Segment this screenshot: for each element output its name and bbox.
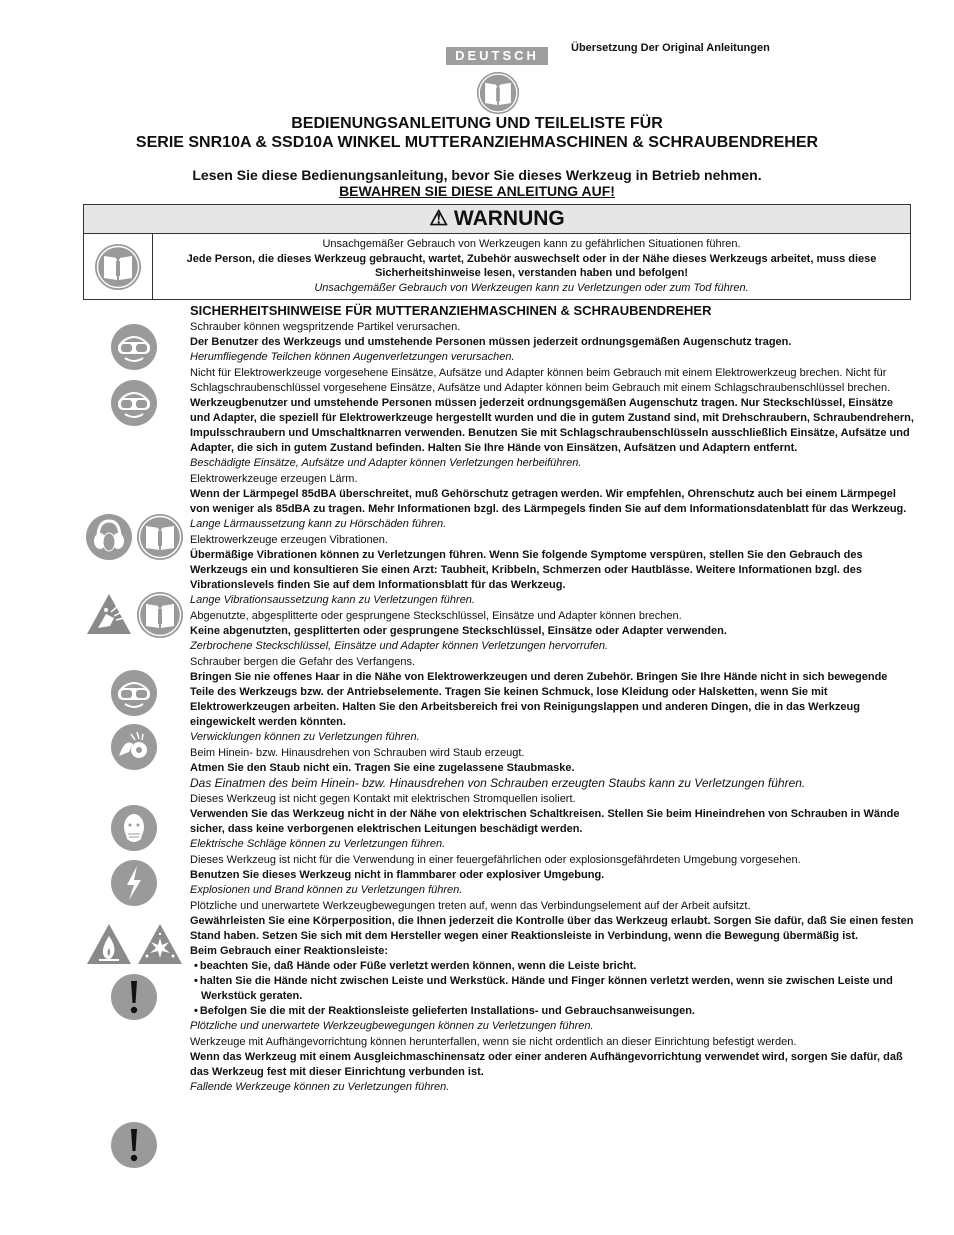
- entry-sub-heading: Beim Gebrauch einer Reaktionsleiste:: [190, 945, 389, 957]
- translation-note: Übersetzung Der Original Anleitungen: [571, 42, 770, 54]
- warning-line-2: Jede Person, die dieses Werkzeug gebraucht, wartet, Zubehör auswechselt oder in der Nähe dieses Werkzeugs arbeitet, muss diese Sicherheitshinweise lesen, verstanden haben und befolgen!: [186, 252, 877, 280]
- entry-hazard: Schrauber bergen die Gefahr des Verfangens.: [190, 656, 416, 668]
- entry-consequence: Das Einatmen des beim Hinein- bzw. Hinausdrehen von Schrauben erzeugten Staubs kann zu Verletzungen führen.: [190, 776, 806, 790]
- entry-instruction: Gewährleisten Sie eine Körperposition, die Ihnen jederzeit die Kontrolle über das Werkzeug erlaubt. Sorgen Sie dafür, daß Sie einen festen Stand haben. Setzen Sie sich mit dem Hersteller wegen einer Reaktionsleiste in Verbindung, wenn die Bewegung übermäßig ist.: [190, 915, 914, 942]
- safety-entry-noise: [190, 472, 914, 532]
- entry-consequence: Verwicklungen können zu Verletzungen führen.: [190, 731, 420, 743]
- read-manual-icon: [135, 512, 185, 562]
- entry-consequence: Zerbrochene Steckschlüssel, Einsätze und Adapter können Verletzungen hervorrufen.: [190, 640, 609, 652]
- safety-entry-flying-particles: [190, 320, 914, 365]
- eye-protection-icon: [109, 378, 159, 428]
- vibration-hazard-icon: [84, 590, 134, 640]
- entry-consequence: Elektrische Schläge können zu Verletzungen führen.: [190, 838, 446, 850]
- ear-protection-icon: [84, 512, 134, 562]
- entry-hazard: Elektrowerkzeuge erzeugen Lärm.: [190, 473, 358, 485]
- dust-mask-icon: [109, 803, 159, 853]
- read-manual-icon: [475, 70, 521, 116]
- entanglement-hazard-icon: [109, 722, 159, 772]
- safety-entry-dust: [190, 746, 914, 791]
- entry-instruction: Bringen Sie nie offenes Haar in die Nähe von Elektrowerkzeugen und deren Zubehör. Bringen Sie Ihre Hände nicht in sich bewegende Teile des Werkzeugs bzw. der Antriebselemente. Tragen Sie keinen Schmuck, lose Kleidung oder Halsketten, wenn Sie mit Elektrowerkzeugen arbeiten. Halten Sie den Arbeitsbereich frei von Reinigungslappen und anderen Dingen, die in das Werkzeug eingewickelt werden könnten.: [190, 671, 888, 728]
- entry-consequence: Plötzliche und unerwartete Werkzeugbewegungen können zu Verletzungen führen.: [190, 1020, 594, 1032]
- safety-entries: [190, 320, 914, 1096]
- keep-manual-note: BEWAHREN SIE DIESE ANLEITUNG AUF!: [339, 183, 615, 199]
- warning-box: [83, 204, 911, 300]
- section-title: SICHERHEITSHINWEISE FÜR MUTTERANZIEHMASCHINEN & SCHRAUBENDREHER: [190, 303, 712, 318]
- eye-protection-icon: [109, 668, 159, 718]
- warning-line-3: Unsachgemäßer Gebrauch von Werkzeugen kann zu Verletzungen oder zum Tod führen.: [314, 281, 749, 294]
- safety-entry-explosive: [190, 853, 914, 898]
- safety-entry-vibration: [190, 533, 914, 608]
- general-warning-icon: [109, 1120, 159, 1170]
- read-instructions-note: [0, 167, 954, 199]
- title-line-2: SERIE SNR10A & SSD10A WINKEL MUTTERANZIEHMASCHINEN & SCHRAUBENDREHER: [135, 134, 819, 151]
- warning-title: ⚠ WARNUNG: [84, 205, 910, 234]
- entry-instruction: Keine abgenutzten, gesplitterten oder gesprungene Steckschlüssel, Einsätze oder Adapter verwenden.: [190, 625, 727, 637]
- entry-hazard: Dieses Werkzeug ist nicht gegen Kontakt mit elektrischen Stromquellen isoliert.: [190, 793, 576, 805]
- entry-instruction: Wenn das Werkzeug mit einem Ausgleichmaschinensatz oder einer anderen Aufhängevorrichtung verwendet wird, sorgen Sie dafür, daß das Werkzeug fest mit dieser Einrichtung verbunden ist.: [190, 1051, 903, 1078]
- entry-instruction: Wenn der Lärmpegel 85dBA überschreitet, muß Gehörschutz getragen werden. Wir empfehlen, Ohrenschutz auch bei einem Lärmpegel von weniger als 85dBA zu tragen. Mehr Informationen bzgl. des Lärmpegels finden Sie auf dem Informationsdatenblatt für das Werkzeug.: [190, 488, 907, 515]
- eye-protection-icon: [109, 322, 159, 372]
- general-warning-icon: [109, 972, 159, 1022]
- list-item: • halten Sie die Hände nicht zwischen Leiste und Werkstück. Hände und Finger können verletzt werden, wenn sie zwischen Leiste und Werkstück geraten.: [194, 974, 914, 1004]
- entry-consequence: Explosionen und Brand können zu Verletzungen führen.: [190, 884, 463, 896]
- language-badge: DEUTSCH: [446, 47, 548, 65]
- entry-hazard: Nicht für Elektrowerkzeuge vorgesehene Einsätze, Aufsätze und Adapter können beim Gebrauch mit einem Elektrowerkzeug brechen. Nicht für Schlagschraubenschlüssel vorgesehene Einsätze, Aufsätze und Adapter können beim Gebrauch mit einem Schlagschraubenschlüssel brechen.: [190, 367, 891, 394]
- safety-entry-worn-sockets: [190, 609, 914, 654]
- entry-instruction: Benutzen Sie dieses Werkzeug nicht in flammbarer oder explosiver Umgebung.: [190, 869, 605, 881]
- document-title: [0, 114, 954, 152]
- entry-hazard: Plötzliche und unerwartete Werkzeugbewegungen treten auf, wenn das Verbindungselement auf der Arbeit aufsitzt.: [190, 900, 751, 912]
- list-item: • beachten Sie, daß Hände oder Füße verletzt werden können, wenn die Leiste bricht.: [194, 959, 914, 974]
- entry-consequence: Lange Vibrationsaussetzung kann zu Verletzungen führen.: [190, 594, 475, 606]
- entry-instruction: Übermäßige Vibrationen können zu Verletzungen führen. Wenn Sie folgende Symptome verspüren, stellen Sie den Gebrauch des Werkzeugs ein und konsultieren Sie einen Arzt: Taubheit, Kribbeln, Schmerzen oder Hautblässe. Weitere Informationen bzgl. des Vibrationslevels finden Sie auf dem Informationsblatt für das Werkzeug.: [190, 549, 863, 591]
- entry-consequence: Fallende Werkzeuge können zu Verletzungen führen.: [190, 1081, 450, 1093]
- entry-consequence: Lange Lärmaussetzung kann zu Hörschäden führen.: [190, 518, 447, 530]
- list-item: • Befolgen Sie die mit der Reaktionsleiste gelieferten Installations- und Gebrauchsanweisungen.: [194, 1004, 914, 1019]
- entry-hazard: Beim Hinein- bzw. Hinausdrehen von Schrauben wird Staub erzeugt.: [190, 747, 525, 759]
- entry-consequence: Beschädigte Einsätze, Aufsätze und Adapter können Verletzungen herbeiführen.: [190, 457, 582, 469]
- read-manual-icon: [93, 242, 143, 292]
- warning-icon-cell: [84, 234, 153, 299]
- entry-hazard: Werkzeuge mit Aufhängevorrichtung können herunterfallen, wenn sie nicht ordentlich an dieser Einrichtung befestigt werden.: [190, 1036, 797, 1048]
- entry-hazard: Elektrowerkzeuge erzeugen Vibrationen.: [190, 534, 388, 546]
- warning-text: [153, 234, 910, 299]
- electric-shock-icon: [109, 858, 159, 908]
- safety-entry-reaction: [190, 899, 914, 1034]
- read-manual-icon: [135, 590, 185, 640]
- safety-entry-electric: [190, 792, 914, 852]
- entry-instruction: Der Benutzer des Werkzeugs und umstehende Personen müssen jederzeit ordnungsgemäßen Augenschutz tragen.: [190, 336, 792, 348]
- entry-hazard: Abgenutzte, abgesplitterte oder gesprungene Steckschlüssel, Einsätze und Adapter können brechen.: [190, 610, 682, 622]
- warning-line-1: Unsachgemäßer Gebrauch von Werkzeugen kann zu gefährlichen Situationen führen.: [322, 238, 741, 250]
- entry-consequence: Herumfliegende Teilchen können Augenverletzungen verursachen.: [190, 351, 515, 363]
- safety-entry-sockets: [190, 366, 914, 471]
- title-line-1: BEDIENUNGSANLEITUNG UND TEILELISTE FÜR: [291, 115, 663, 132]
- entry-instruction: Werkzeugbenutzer und umstehende Personen müssen jederzeit ordnungsgemäßen Augenschutz tragen. Nur Steckschlüssel, Einsätze und Adapter, die speziell für Elektrowerkzeuge hergestellt wurden und die in gutem Zustand sind, mit Drehschraubern, Schraubendrehern, Impulsschraubern und Umschaltknarren verwenden. Benutzen Sie mit Schlagschraubenschlüsseln ausschließlich Einsätze, Aufsätze und Adapter, die sich in gutem Zustand befinden. Halten Sie Ihre Hände von Einsätzen, Aufsätzen und Adaptern entfernt.: [190, 397, 914, 454]
- reaction-bar-list: [190, 959, 914, 1019]
- entry-hazard: Schrauber können wegspritzende Partikel verursachen.: [190, 321, 461, 333]
- entry-instruction: Verwenden Sie das Werkzeug nicht in der Nähe von elektrischen Schaltkreisen. Stellen Sie beim Hineindrehen von Schrauben in Wände sicher, dass keine verborgenen elektrischen Leitungen beschädigt werden.: [190, 808, 900, 835]
- warning-body: [84, 234, 910, 299]
- entry-instruction: Atmen Sie den Staub nicht ein. Tragen Sie eine zugelassene Staubmaske.: [190, 762, 575, 774]
- entry-hazard: Dieses Werkzeug ist nicht für die Verwendung in einer feuergefährlichen oder explosionsgefährdeten Umgebung vorgesehen.: [190, 854, 801, 866]
- read-note-text: Lesen Sie diese Bedienungsanleitung, bevor Sie dieses Werkzeug in Betrieb nehmen.: [192, 167, 762, 183]
- fire-hazard-icon: [84, 920, 134, 970]
- safety-entry-suspension: [190, 1035, 914, 1095]
- safety-entry-entanglement: [190, 655, 914, 745]
- explosion-hazard-icon: [135, 920, 185, 970]
